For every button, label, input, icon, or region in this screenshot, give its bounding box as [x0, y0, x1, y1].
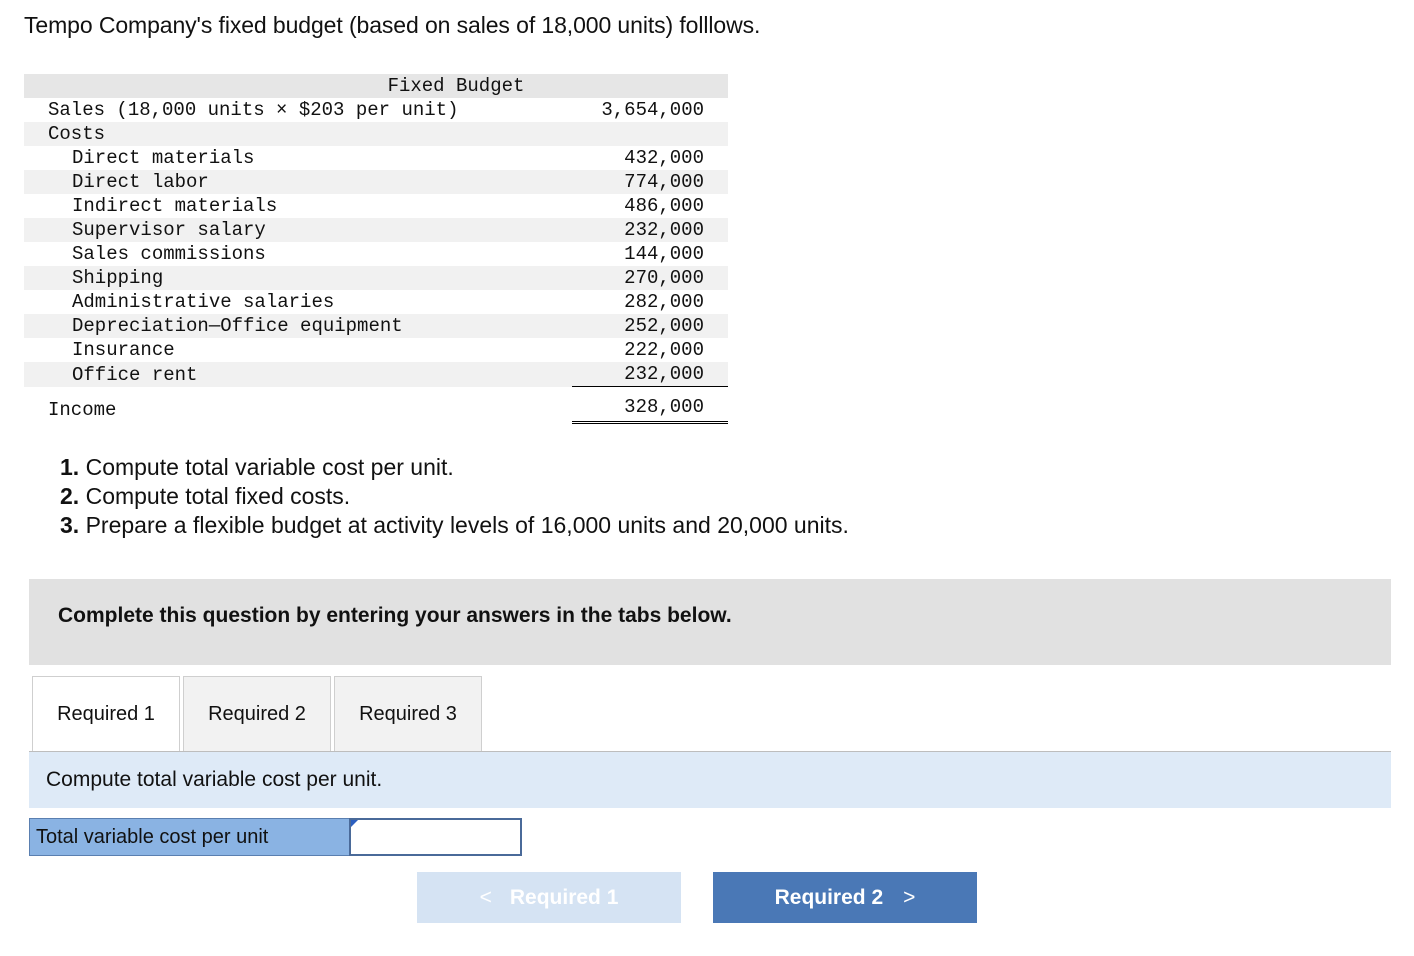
tab-required-1[interactable]: Required 1 [32, 676, 180, 753]
cost-value: 232,000 [572, 362, 728, 387]
answer-row [29, 818, 509, 856]
cost-label: Direct materials [72, 147, 255, 169]
cost-value: 486,000 [624, 195, 704, 217]
question-item: 3. Prepare a flexible budget at activity levels of 16,000 units and 20,000 units. [60, 512, 849, 538]
cost-label: Office rent [24, 362, 564, 387]
income-value: 328,000 [572, 395, 728, 424]
cost-label: Indirect materials [72, 195, 278, 217]
cost-value: 222,000 [624, 339, 704, 361]
input-flag-icon [351, 820, 358, 827]
sales-value: 3,654,000 [601, 99, 704, 121]
instruction-text: Compute total variable cost per unit. [46, 768, 383, 791]
fixed-budget-table [24, 74, 728, 424]
cost-label: Supervisor salary [24, 218, 564, 242]
cost-label: Insurance [72, 339, 175, 361]
cost-value: 232,000 [564, 218, 728, 242]
variable-cost-input[interactable] [349, 818, 522, 856]
cost-value: 432,000 [624, 147, 704, 169]
banner-text: Complete this question by entering your answers in the tabs below. [58, 604, 732, 627]
income-label: Income [48, 398, 117, 421]
tab-instruction [29, 752, 1391, 808]
question-item: 1. Compute total variable cost per unit. [60, 454, 454, 480]
cost-label: Sales commissions [72, 243, 266, 265]
cost-value: 270,000 [564, 266, 728, 290]
problem-intro: Tempo Company's fixed budget (based on sales of 18,000 units) folllows. [24, 12, 761, 38]
tab-required-2[interactable]: Required 2 [183, 676, 331, 752]
cost-label: Administrative salaries [72, 291, 335, 313]
cost-label: Shipping [24, 266, 564, 290]
cost-label: Depreciation—Office equipment [24, 314, 564, 338]
next-button[interactable] [713, 872, 977, 923]
instructions-banner [29, 579, 1391, 665]
prev-button[interactable] [417, 872, 681, 923]
next-button-label: Required 2 [774, 886, 884, 909]
cost-value: 282,000 [624, 291, 704, 313]
tab-required-3[interactable]: Required 3 [334, 676, 482, 752]
cost-label: Direct labor [24, 170, 564, 194]
costs-label: Costs [24, 122, 564, 146]
chevron-right-icon: > [903, 886, 916, 909]
answer-label: Total variable cost per unit [29, 818, 357, 856]
chevron-left-icon: < [479, 886, 492, 909]
question-item: 2. Compute total fixed costs. [60, 483, 351, 509]
sales-label: Sales (18,000 units × $203 per unit) [48, 99, 459, 121]
question-list [60, 453, 849, 540]
cost-value: 252,000 [564, 314, 728, 338]
cost-value: 144,000 [624, 243, 704, 265]
prev-button-label: Required 1 [509, 886, 619, 909]
cost-value: 774,000 [564, 170, 728, 194]
budget-header: Fixed Budget [24, 74, 728, 98]
